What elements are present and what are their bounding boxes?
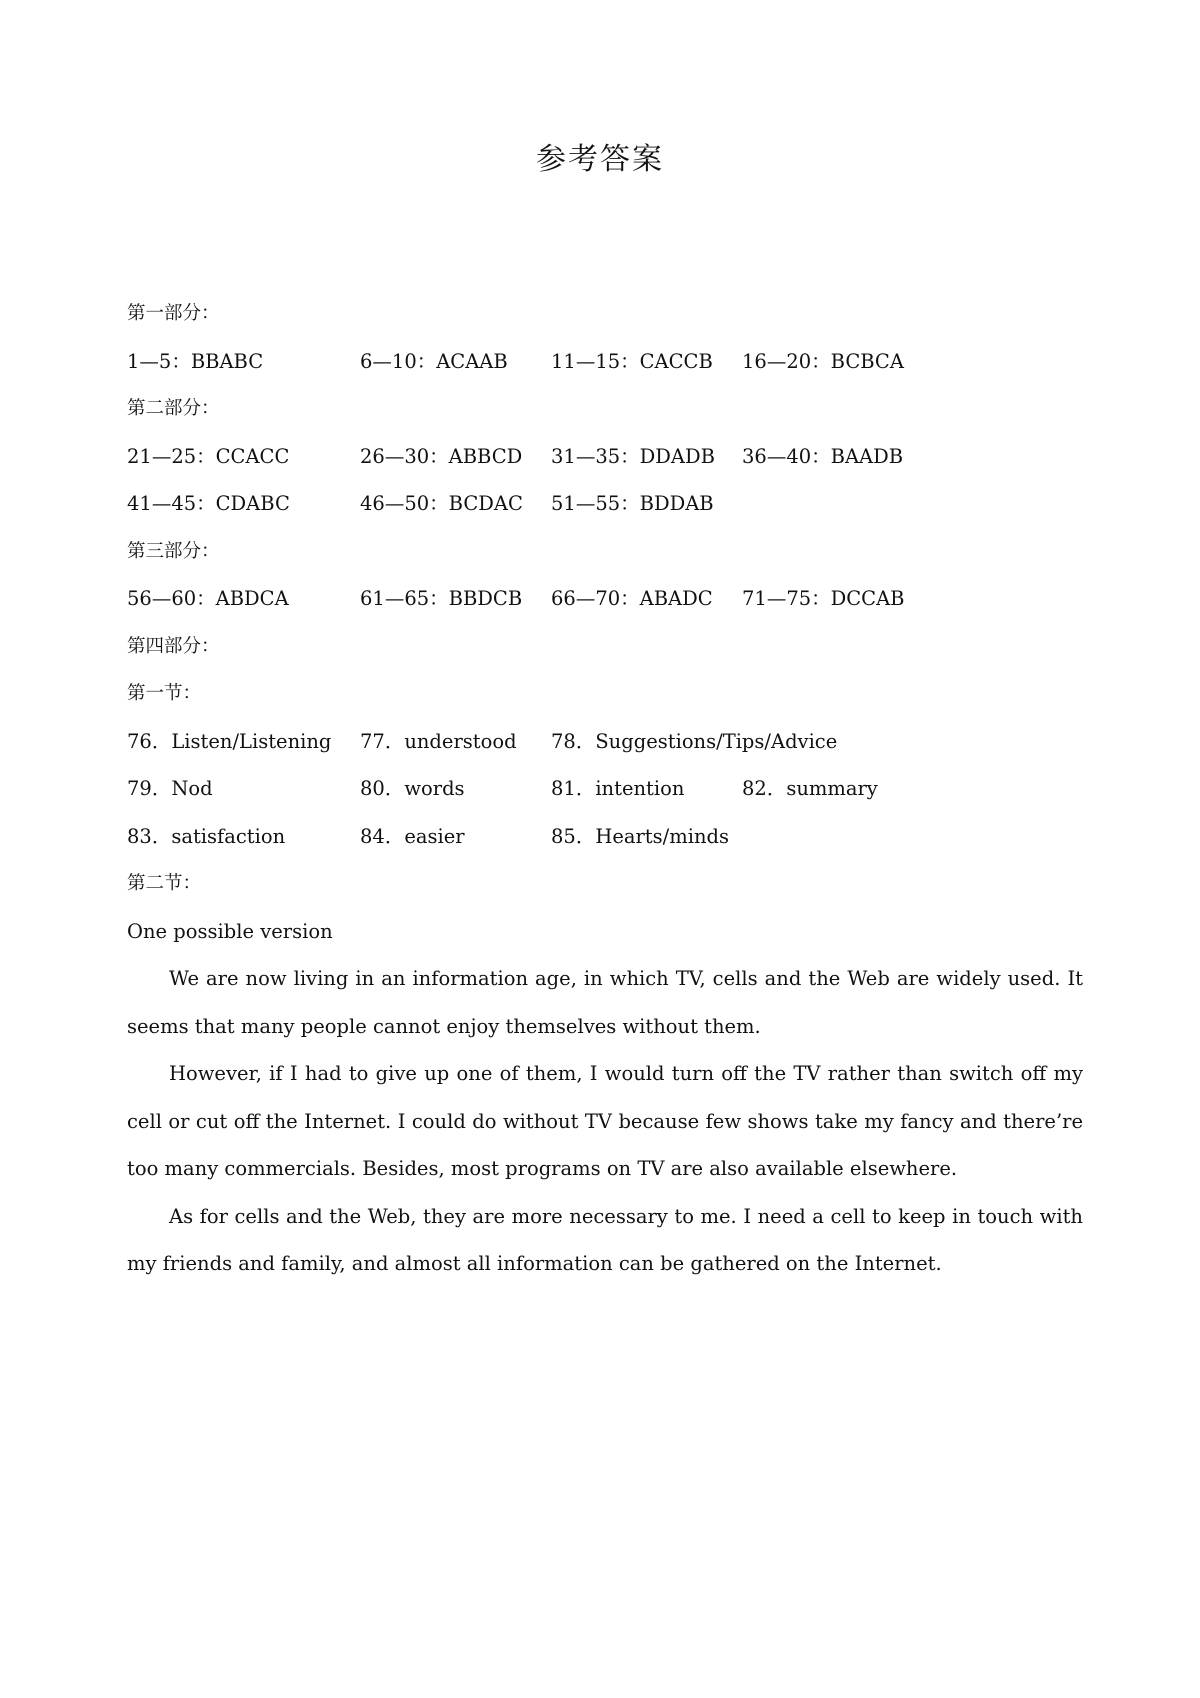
answer-group: 1—5：BBABC bbox=[127, 349, 264, 373]
answer-group: 61—65：BBDCB bbox=[360, 587, 523, 610]
answer-item: 80．words bbox=[360, 777, 465, 800]
answer-group: 36—40：BAADB bbox=[742, 444, 904, 468]
answer-row bbox=[127, 433, 1083, 481]
part1-heading: 第一部分： bbox=[127, 303, 220, 324]
answer-item: 82．summary bbox=[742, 777, 878, 800]
essay-paragraph: We are now living in an information age, in which TV, cells and the Web are widely used. It seems that many people cannot enjoy themselves without them. bbox=[127, 967, 1083, 1038]
answer-row bbox=[127, 813, 1083, 861]
answer-group: 41—45：CDABC bbox=[127, 492, 290, 515]
answer-item: 84．easier bbox=[360, 824, 465, 848]
section1-heading: 第一节： bbox=[127, 683, 202, 704]
answer-group: 31—35：DDADB bbox=[551, 444, 715, 468]
answer-group: 6—10：ACAAB bbox=[360, 349, 508, 373]
essay-paragraph: As for cells and the Web, they are more necessary to me. I need a cell to keep in touch with my friends and family, and almost all information can be gathered on the Internet. bbox=[127, 1204, 1083, 1275]
answer-group: 21—25：CCACC bbox=[127, 444, 290, 468]
answer-item: 81．intention bbox=[551, 777, 685, 800]
answer-group: 66—70：ABADC bbox=[551, 587, 713, 610]
answer-item bbox=[742, 813, 1042, 861]
answer-content bbox=[127, 290, 1083, 1288]
answer-row bbox=[127, 338, 1083, 386]
answer-group bbox=[742, 480, 1042, 528]
part2-heading: 第二部分： bbox=[127, 398, 220, 419]
answer-item: 79．Nod bbox=[127, 777, 213, 800]
answer-group: 56—60：ABDCA bbox=[127, 587, 289, 610]
answer-group: 46—50：BCDAC bbox=[360, 492, 523, 515]
answer-item: 76．Listen/Listening bbox=[127, 729, 332, 753]
answer-group: 16—20：BCBCA bbox=[742, 349, 904, 373]
part4-heading: 第四部分： bbox=[127, 635, 220, 657]
answer-item: 78．Suggestions/Tips/Advice bbox=[551, 729, 838, 753]
part3-heading: 第三部分： bbox=[127, 540, 220, 562]
page-title: 参考答案 bbox=[536, 142, 664, 177]
answer-group: 51—55：BDDAB bbox=[551, 492, 714, 515]
answer-group: 26—30：ABBCD bbox=[360, 444, 523, 468]
answer-group: 71—75：DCCAB bbox=[742, 587, 905, 610]
answer-row bbox=[127, 480, 1083, 528]
answer-row bbox=[127, 718, 1083, 766]
essay-paragraph: However, if I had to give up one of them, I would turn off the TV rather than switch off my cell or cut off the Internet. I could do without TV because few shows take my fancy and there’re too many commercials. Besides, most programs on TV are also available elsewhere. bbox=[127, 1062, 1083, 1180]
answer-item: 83．satisfaction bbox=[127, 824, 286, 848]
answer-item: 77．understood bbox=[360, 729, 517, 753]
section2-heading: 第二节： bbox=[127, 873, 202, 894]
answer-row bbox=[127, 575, 1083, 623]
essay-intro: One possible version bbox=[127, 919, 333, 943]
answer-item: 85．Hearts/minds bbox=[551, 824, 729, 848]
answer-row bbox=[127, 765, 1083, 813]
answer-group: 11—15：CACCB bbox=[551, 349, 713, 373]
